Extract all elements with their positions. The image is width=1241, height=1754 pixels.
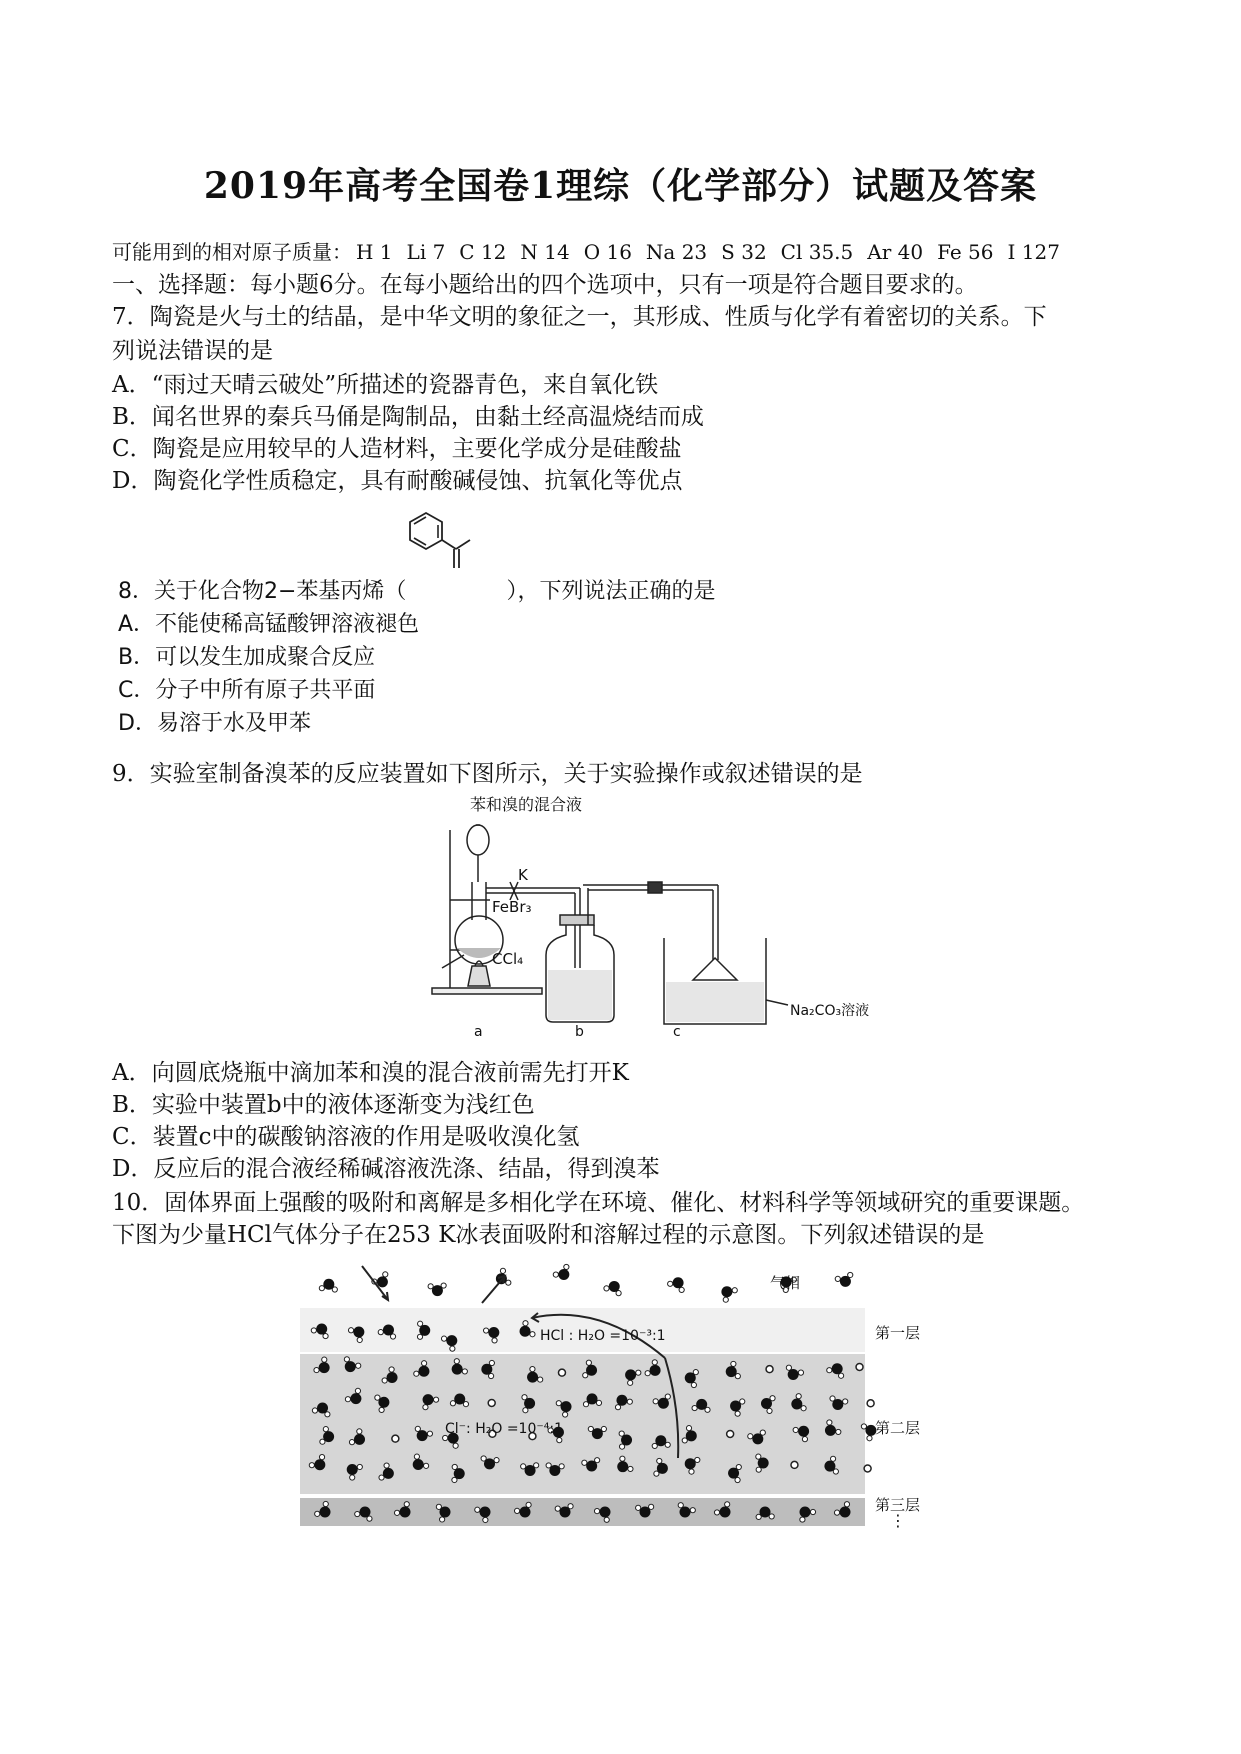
- continuation-dots: ⋮: [890, 1511, 906, 1530]
- water-molecule: [604, 1281, 621, 1296]
- water-molecule: [835, 1272, 853, 1286]
- q9-option-d: D．反应后的混合液经稀碱溶液洗涤、结晶，得到溴苯: [112, 1156, 660, 1182]
- water-molecule: [668, 1277, 685, 1292]
- q8-option-b: B．可以发生加成聚合反应: [118, 645, 376, 670]
- chloride-ion: [558, 1369, 565, 1376]
- atom-mass: C 12: [459, 240, 507, 264]
- q9-stem: 9．实验室制备溴苯的反应装置如下图所示，关于实验操作或叙述错误的是: [112, 761, 863, 787]
- atom-mass: N 14: [520, 240, 570, 264]
- layer-3-band: [300, 1498, 865, 1526]
- q7-option-b: B．闻名世界的秦兵马俑是陶制品，由黏土经高温烧结而成: [112, 404, 704, 430]
- chloride-ion: [867, 1400, 874, 1407]
- q8-stem-after: ），下列说法正确的是: [506, 579, 716, 604]
- label-layer3: 第三层: [875, 1496, 921, 1514]
- chloride-ion: [864, 1465, 871, 1472]
- atom-mass: Cl 35.5: [780, 240, 854, 264]
- q10-stem-line1: 10．固体界面上强酸的吸附和离解是多相化学在环境、催化、材料科学等领域研究的重要课题。: [112, 1190, 1085, 1216]
- water-molecule: [553, 1264, 569, 1280]
- ratio-layer2: Cl⁻: H₂O =10⁻⁴:1: [445, 1421, 564, 1437]
- q9-option-b: B．实验中装置b中的液体逐渐变为浅红色: [112, 1092, 535, 1118]
- bromobenzene-apparatus-figure: [420, 790, 870, 1040]
- q9-option-a: A．向圆底烧瓶中滴加苯和溴的混合液前需先打开K: [112, 1060, 629, 1086]
- chloride-ion: [766, 1366, 773, 1373]
- na2co3-label: [790, 1002, 869, 1019]
- section-heading: 一、选择题：每小题6分。在每小题给出的四个选项中，只有一项是符合题目要求的。: [112, 272, 978, 298]
- ratio-layer1: HCl : H₂O =10⁻³:1: [540, 1328, 666, 1344]
- atom-mass: I 127: [1007, 240, 1060, 264]
- label-layer2: 第二层: [875, 1419, 921, 1437]
- atom-mass: S 32: [721, 240, 767, 264]
- label-b: b: [575, 1024, 584, 1040]
- atom-mass: H 1: [356, 240, 393, 264]
- febr3-label: FeBr₃: [492, 898, 532, 916]
- q7-option-d: D．陶瓷化学性质稳定，具有耐酸碱侵蚀、抗氧化等优点: [112, 468, 683, 494]
- atom-mass: Ar 40: [867, 240, 924, 264]
- label-layer1: 第一层: [875, 1324, 921, 1342]
- q7-stem-line1: 7．陶瓷是火与土的结晶，是中华文明的象征之一，其形成、性质与化学有着密切的关系。下: [112, 304, 1047, 330]
- q8-stem: [118, 574, 715, 605]
- k-label: K: [518, 866, 528, 884]
- q8-stem-before: 8．关于化合物2−苯基丙烯（: [118, 579, 407, 604]
- label-a: a: [474, 1024, 483, 1040]
- q8-option-c: C．分子中所有原子共平面: [118, 678, 376, 703]
- atom-mass: Na 23: [645, 240, 708, 264]
- q7-option-a: A．“雨过天晴云破处”所描述的瓷器青色，来自氧化铁: [112, 372, 659, 398]
- chloride-ion: [727, 1430, 734, 1437]
- q8-option-a: A．不能使稀高锰酸钾溶液褪色: [118, 612, 420, 637]
- na2co3-text: Na₂CO₃溶液: [790, 1003, 870, 1019]
- q7-stem-line2: 列说法错误的是: [112, 338, 273, 364]
- label-gas-phase: 气相: [770, 1274, 801, 1292]
- water-molecule: [372, 1272, 388, 1288]
- q9-option-c: C．装置c中的碳酸钠溶液的作用是吸收溴化氢: [112, 1124, 580, 1150]
- chloride-ion: [392, 1435, 399, 1442]
- atom-mass: O 16: [583, 240, 632, 264]
- q8-option-d: D．易溶于水及甲苯: [118, 711, 311, 736]
- water-molecule: [721, 1286, 737, 1302]
- atom-mass: Fe 56: [937, 240, 994, 264]
- chloride-ion: [488, 1399, 495, 1406]
- chloride-ion: [791, 1461, 798, 1468]
- mix-label: 苯和溴的混合液: [470, 795, 583, 814]
- hcl-ice-adsorption-figure: [300, 1258, 930, 1528]
- chloride-ion: [856, 1363, 863, 1370]
- water-molecule: [319, 1279, 337, 1292]
- ccl4-label: CCl₄: [492, 950, 524, 968]
- page-title: 2019年高考全国卷1理综（化学部分）试题及答案: [203, 165, 1038, 207]
- q7-option-c: C．陶瓷是应用较早的人造材料，主要化学成分是硅酸盐: [112, 436, 682, 462]
- water-molecule: [428, 1283, 446, 1296]
- label-c: c: [673, 1024, 681, 1040]
- atomic-masses-prefix: 可能用到的相对原子质量：: [112, 240, 352, 264]
- atom-mass: Li 7: [406, 240, 446, 264]
- atomic-masses: [112, 236, 1074, 265]
- q10-stem-line2: 下图为少量HCl气体分子在253 K冰表面吸附和溶解过程的示意图。下列叙述错误的是: [112, 1222, 985, 1248]
